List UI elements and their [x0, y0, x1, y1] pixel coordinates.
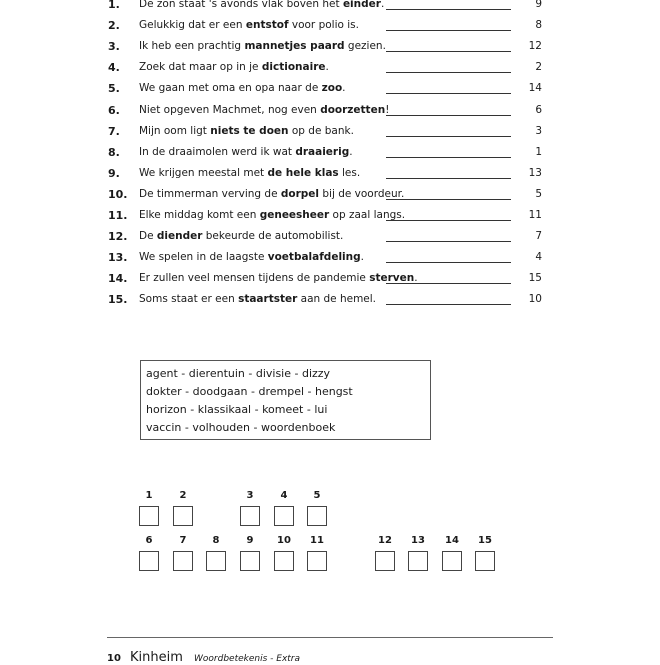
answer-box[interactable]: [307, 506, 327, 526]
answer-cell-label: 7: [179, 535, 187, 546]
exercise-sentence: [139, 230, 343, 242]
answer-cell-label: 14: [445, 535, 459, 546]
answer-cell-label: 11: [310, 535, 324, 546]
answer-cell-label: 10: [277, 535, 291, 546]
sentence-start: In de draaimolen werd ik wat: [139, 145, 296, 158]
answer-box[interactable]: [408, 551, 428, 571]
code-number: 1: [535, 145, 542, 158]
sentence-end: gezien.: [344, 40, 386, 53]
answer-line[interactable]: [386, 304, 511, 305]
answer-box[interactable]: [240, 506, 260, 526]
exercise-row: [0, 272, 660, 292]
code-number: 11: [528, 209, 542, 221]
exercise-sentence: [139, 61, 329, 73]
sentence-start: Elke middag komt een: [139, 209, 260, 221]
answer-line[interactable]: [386, 220, 511, 221]
exercise-sentence: [139, 82, 346, 94]
code-number: 12: [528, 40, 542, 53]
sentence-end: .: [325, 61, 329, 74]
target-word: dictionaire: [261, 61, 326, 74]
sentence-end: bekeurde de automobilist.: [202, 230, 344, 243]
code-number: 15: [528, 272, 542, 285]
exercise-sentence: [139, 104, 389, 116]
sentence-start: De zon staat 's avonds vlak boven het: [139, 0, 343, 10]
exercise-row: [0, 167, 660, 187]
footer-subtitle: Woordbetekenis - Extra: [194, 654, 301, 664]
answer-line[interactable]: [386, 157, 511, 158]
exercise-number: 1.: [108, 0, 120, 11]
target-word: sterven: [369, 272, 415, 285]
exercise-number: 13.: [108, 251, 128, 265]
exercise-number: 5.: [108, 82, 120, 96]
target-word: voetbalafdeling: [267, 251, 361, 264]
exercise-row: [0, 40, 660, 60]
answer-line[interactable]: [386, 72, 511, 73]
answer-line[interactable]: [386, 51, 511, 52]
word-box: [140, 360, 431, 440]
code-number: 2: [535, 61, 542, 74]
exercise-sentence: [139, 188, 404, 200]
code-number: 7: [535, 230, 542, 243]
answer-cell-label: 13: [411, 535, 425, 546]
exercise-row: [0, 230, 660, 250]
answer-line[interactable]: [386, 199, 511, 200]
answer-line[interactable]: [386, 115, 511, 116]
exercise-sentence: [139, 251, 364, 263]
code-number: 9: [535, 0, 542, 10]
answer-box[interactable]: [274, 506, 294, 526]
code-number: 3: [535, 124, 542, 137]
sentence-end: op zaal langs.: [329, 209, 406, 221]
exercise-number: 9.: [108, 166, 120, 180]
answer-box[interactable]: [442, 551, 462, 571]
answer-box[interactable]: [475, 551, 495, 571]
target-word: diender: [156, 230, 203, 243]
sentence-start: Niet opgeven Machmet, nog even: [139, 103, 321, 116]
exercise-sentence: [139, 293, 376, 305]
code-number: 13: [528, 166, 542, 179]
code-number: 4: [535, 251, 542, 264]
exercise-number: 11.: [108, 209, 128, 222]
target-word: draaierig: [295, 145, 350, 158]
answer-box[interactable]: [240, 551, 260, 571]
exercise-number: 8.: [108, 145, 120, 159]
answer-cell-label: 9: [246, 535, 254, 546]
sentence-end: op de bank.: [288, 124, 354, 137]
sentence-start: De: [139, 230, 157, 243]
sentence-start: Mijn oom ligt: [139, 124, 211, 137]
answer-box[interactable]: [139, 506, 159, 526]
sentence-end: .: [349, 145, 353, 158]
target-word: mannetjes paard: [244, 40, 345, 53]
exercise-number: 2.: [108, 19, 120, 33]
sentence-start: Soms staat er een: [139, 293, 239, 306]
code-number: 8: [535, 19, 542, 32]
answer-box[interactable]: [375, 551, 395, 571]
answer-cell-label: 5: [313, 490, 321, 501]
exercise-sentence: [139, 272, 418, 284]
exercise-number: 12.: [108, 230, 128, 244]
sentence-start: Ik heb een prachtig: [139, 40, 245, 53]
target-word: zoo: [321, 82, 343, 95]
sentence-start: We krijgen meestal met: [139, 166, 268, 179]
word-box-line: vaccin - volhouden - woordenboek: [146, 421, 336, 434]
exercise-number: 7.: [108, 124, 120, 138]
exercise-number: 15.: [108, 293, 128, 307]
exercise-sentence: [139, 209, 405, 221]
exercise-number: 6.: [108, 103, 120, 117]
exercise-sentence: [139, 40, 386, 52]
exercise-number: 4.: [108, 61, 120, 75]
word-box-line: dokter - doodgaan - drempel - hengst: [146, 385, 353, 398]
code-number: 5: [535, 187, 542, 200]
answer-cell-label: 12: [378, 535, 392, 546]
answer-cell-label: 2: [179, 490, 187, 501]
sentence-start: De timmerman verving de: [139, 187, 281, 200]
exercise-row: [0, 251, 660, 271]
sentence-start: We gaan met oma en opa naar de: [139, 82, 322, 95]
sentence-end: .: [414, 272, 418, 285]
target-word: doorzetten: [320, 103, 386, 116]
answer-line[interactable]: [386, 262, 511, 263]
sentence-end: aan de hemel.: [297, 293, 377, 306]
answer-line[interactable]: [386, 178, 511, 179]
target-word: einder: [342, 0, 381, 10]
exercise-row: [0, 209, 660, 229]
answer-cell-label: 8: [212, 535, 220, 546]
exercise-number: 10.: [108, 187, 128, 201]
code-number: 10: [528, 293, 542, 306]
answer-line[interactable]: [386, 30, 511, 31]
exercise-row: [0, 293, 660, 313]
sentence-end: voor polio is.: [288, 19, 359, 32]
sentence-end: .: [380, 0, 385, 10]
answer-line[interactable]: [386, 241, 511, 242]
target-word: entstof: [245, 19, 289, 32]
sentence-end: !: [385, 103, 390, 116]
footer-divider: [107, 637, 553, 638]
target-word: niets te doen: [210, 124, 289, 137]
exercise-row: [0, 125, 660, 145]
exercise-sentence: [139, 146, 353, 158]
exercise-sentence: [139, 167, 360, 179]
answer-cell-label: 15: [478, 535, 492, 546]
sentence-start: Zoek dat maar op in je: [139, 61, 262, 74]
exercise-number: 14.: [108, 272, 128, 286]
answer-line[interactable]: [386, 283, 511, 284]
exercise-row: [0, 19, 660, 39]
exercise-sentence: [139, 0, 384, 10]
sentence-end: bij de voordeur.: [319, 187, 405, 200]
answer-box[interactable]: [173, 551, 193, 571]
answer-box[interactable]: [206, 551, 226, 571]
sentence-start: Er zullen veel mensen tijdens de pandemie: [139, 272, 370, 285]
sentence-end: les.: [338, 166, 361, 179]
answer-cell-label: 3: [246, 490, 254, 501]
exercise-row: [0, 104, 660, 124]
sentence-end: .: [360, 251, 364, 264]
answer-line[interactable]: [386, 136, 511, 137]
target-word: dorpel: [280, 187, 320, 200]
exercise-row: [0, 0, 660, 18]
answer-box[interactable]: [307, 551, 327, 571]
target-word: staartster: [238, 293, 298, 306]
brand-name: Kinheim: [130, 650, 183, 665]
target-word: de hele klas: [267, 166, 339, 179]
answer-box[interactable]: [274, 551, 294, 571]
exercise-row: [0, 146, 660, 166]
word-box-line: agent - dierentuin - divisie - dizzy: [146, 367, 331, 380]
exercise-row: [0, 82, 660, 102]
answer-box[interactable]: [139, 551, 159, 571]
exercise-row: [0, 188, 660, 208]
page-number: 10: [107, 653, 121, 664]
answer-line[interactable]: [386, 9, 511, 10]
target-word: geneesheer: [259, 209, 330, 221]
code-number: 6: [535, 103, 542, 116]
exercise-number: 3.: [108, 40, 120, 54]
sentence-start: We spelen in de laagste: [139, 251, 268, 264]
sentence-end: .: [342, 82, 346, 95]
exercise-sentence: [139, 19, 359, 31]
sentence-start: Gelukkig dat er een: [139, 19, 246, 32]
page-footer: [107, 646, 300, 665]
exercise-sentence: [139, 125, 354, 137]
code-number: 14: [528, 82, 542, 95]
answer-cell-label: 1: [145, 490, 153, 501]
answer-cell-label: 4: [280, 490, 288, 501]
answer-box[interactable]: [173, 506, 193, 526]
answer-cell-label: 6: [145, 535, 153, 546]
word-box-line: horizon - klassikaal - komeet - lui: [146, 403, 328, 416]
answer-line[interactable]: [386, 93, 511, 94]
exercise-row: [0, 61, 660, 81]
